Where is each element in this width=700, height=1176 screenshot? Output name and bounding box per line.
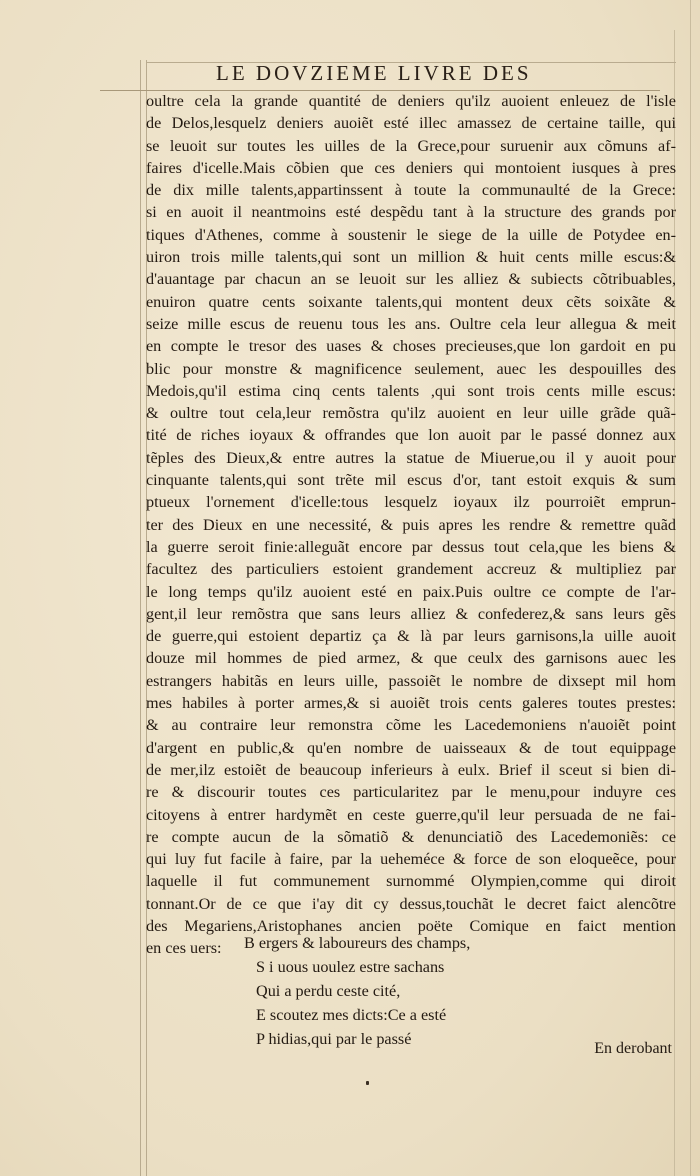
verse-line: Qui a perdu ceste cité, — [256, 982, 401, 1000]
text-line: facultez des particuliers estoient grandement accreuz & multipliez par — [146, 560, 676, 579]
text-line: re compte aucun de la sõmatiõ & denunciatiõ des Lacedemoniẽs: ce — [146, 827, 676, 846]
text-line: cinquante talents,qui sont trẽte mil escus d'or, tant estoit exquis & sum — [146, 471, 676, 490]
text-line: en compte le tresor des uases & choses precieuses,que lon gardoit en pu — [146, 337, 676, 356]
page-edge-line — [690, 0, 691, 1176]
verse-line: S i uous uoulez estre sachans — [256, 958, 445, 976]
text-line: de dix mille talents,appartinssent à toute la communaulté de la Grece: — [146, 181, 676, 200]
text-line: gent,il leur remõstra que sans leurs alliez & confederez,& sans leurs gẽs — [146, 604, 676, 623]
text-line: le long temps qu'ilz auoient esté en paix.Puis oultre ce compte de l'ar- — [146, 582, 676, 601]
text-line: tonnant.Or de ce que i'ay dit cy dessus,touchãt le decret faict alencõtre — [146, 894, 676, 913]
text-line: tiques d'Athenes, comme à soustenir le siege de la uille de Potydee en- — [146, 225, 676, 244]
verse-block — [244, 931, 544, 1051]
text-line: faires d'icelle.Mais cõbien que ces deniers qui montoient iusques à pres — [146, 158, 676, 177]
verse-line: P hidias,qui par le passé — [256, 1030, 412, 1048]
text-line: & oultre tout cela,leur remõstra qu'ilz auoient en leur uille grãde quã- — [146, 404, 676, 423]
text-line: ptueux l'ornement d'icelle:tous lesquelz ioyaux ilz pourroiẽt emprun- — [146, 493, 676, 512]
verse-line: B ergers & laboureurs des champs, — [244, 934, 471, 952]
catchword: En derobant — [594, 1040, 672, 1057]
text-line: tẽples des Dieux,& entre autres la statue de Miuerue,ou il y auoit pour — [146, 448, 676, 467]
text-line: qui luy fut facile à faire, par la ueheméce & force de son eloqueẽce, pour — [146, 850, 676, 869]
text-line: douze mil hommes de pied armez, & que ceulx des garnisons auec les — [146, 649, 676, 668]
text-line: oultre cela la grande quantité de deniers qu'ilz auoient enleuez de l'isle — [146, 92, 676, 110]
text-line: & au contraire leur remonstra cõme les Lacedemoniens n'auoiẽt point — [146, 716, 676, 735]
text-line: Medois,qu'il estima cinq cents talents ,qui sont trois cents mille escus: — [146, 381, 676, 400]
text-line: tité de riches ioyaux & offrandes que lon auoit par le passé donnez aux — [146, 426, 676, 445]
text-line: ter des Dieux en une necessité, & puis apres les rendre & remettre quãd — [146, 515, 676, 534]
text-line: de Delos,lesquelz deniers auoiẽt esté illec amassez de certaine taille, qui — [146, 114, 676, 133]
text-line: uiron trois mille talents,qui sont un million & huit cents mille escus:& — [146, 248, 676, 267]
text-line: si en auoit il neantmoins esté despẽdu tant à la structure des grands por — [146, 203, 676, 222]
body-text — [146, 90, 676, 960]
page-edge-line — [140, 60, 141, 1176]
text-line: de guerre,qui estoient departiz ça & là par leurs garnisons,la uille auoit — [146, 627, 676, 646]
text-line: seize mille escus de reuenu tous les ans. Oultre cela leur allegua & meit — [146, 314, 676, 333]
text-line: de mer,ilz estoiẽt de beaucoup inferieurs à eulx. Brief il sceut si bien di- — [146, 760, 676, 779]
text-line: des Megariens,Aristophanes ancien poëte Comique en faict mention — [146, 916, 676, 935]
text-line: citoyens à entrer hardymẽt en ceste guerre,qu'il leur persuada de ne fai- — [146, 805, 676, 824]
text-line: blic pour monstre & magnificence seulement, auec les despouilles des — [146, 359, 676, 378]
text-line: mes habiles à porter armes,& si auoiẽt trois cents galeres toutes prestes: — [146, 694, 676, 713]
running-head: LE DOVZIEME LIVRE DES — [216, 61, 532, 85]
text-line: re & discourir toutes ces particularitez par le menu,pour induyre ces — [146, 783, 676, 802]
text-line: laquelle il fut communement surnommé Olympien,comme qui diroit — [146, 872, 676, 891]
text-line: d'auantage par chacun an se leuoit sur les alliez & subiects cõtribuables, — [146, 270, 676, 289]
text-line: la guerre seroit finie:alleguãt encore par dessus tout cela,que les biens & — [146, 537, 676, 556]
text-line: enuiron quatre cents soixante talents,qui montent deux cẽts soixãte & — [146, 292, 676, 311]
text-line: estrangers habitãs en leurs uille, passoiẽt le nombre de dixsept mil hom — [146, 671, 676, 690]
text-line: en ces uers: — [146, 939, 222, 958]
text-line: se leuoit sur toutes les uilles de la Grece,pour suruenir aux cõmuns af- — [146, 136, 676, 155]
verse-line: E scoutez mes dicts:Ce a esté — [256, 1006, 447, 1024]
text-line: d'argent en public,& qu'en nombre de uaisseaux & de tout equippage — [146, 738, 676, 757]
ink-speck — [366, 1081, 369, 1085]
